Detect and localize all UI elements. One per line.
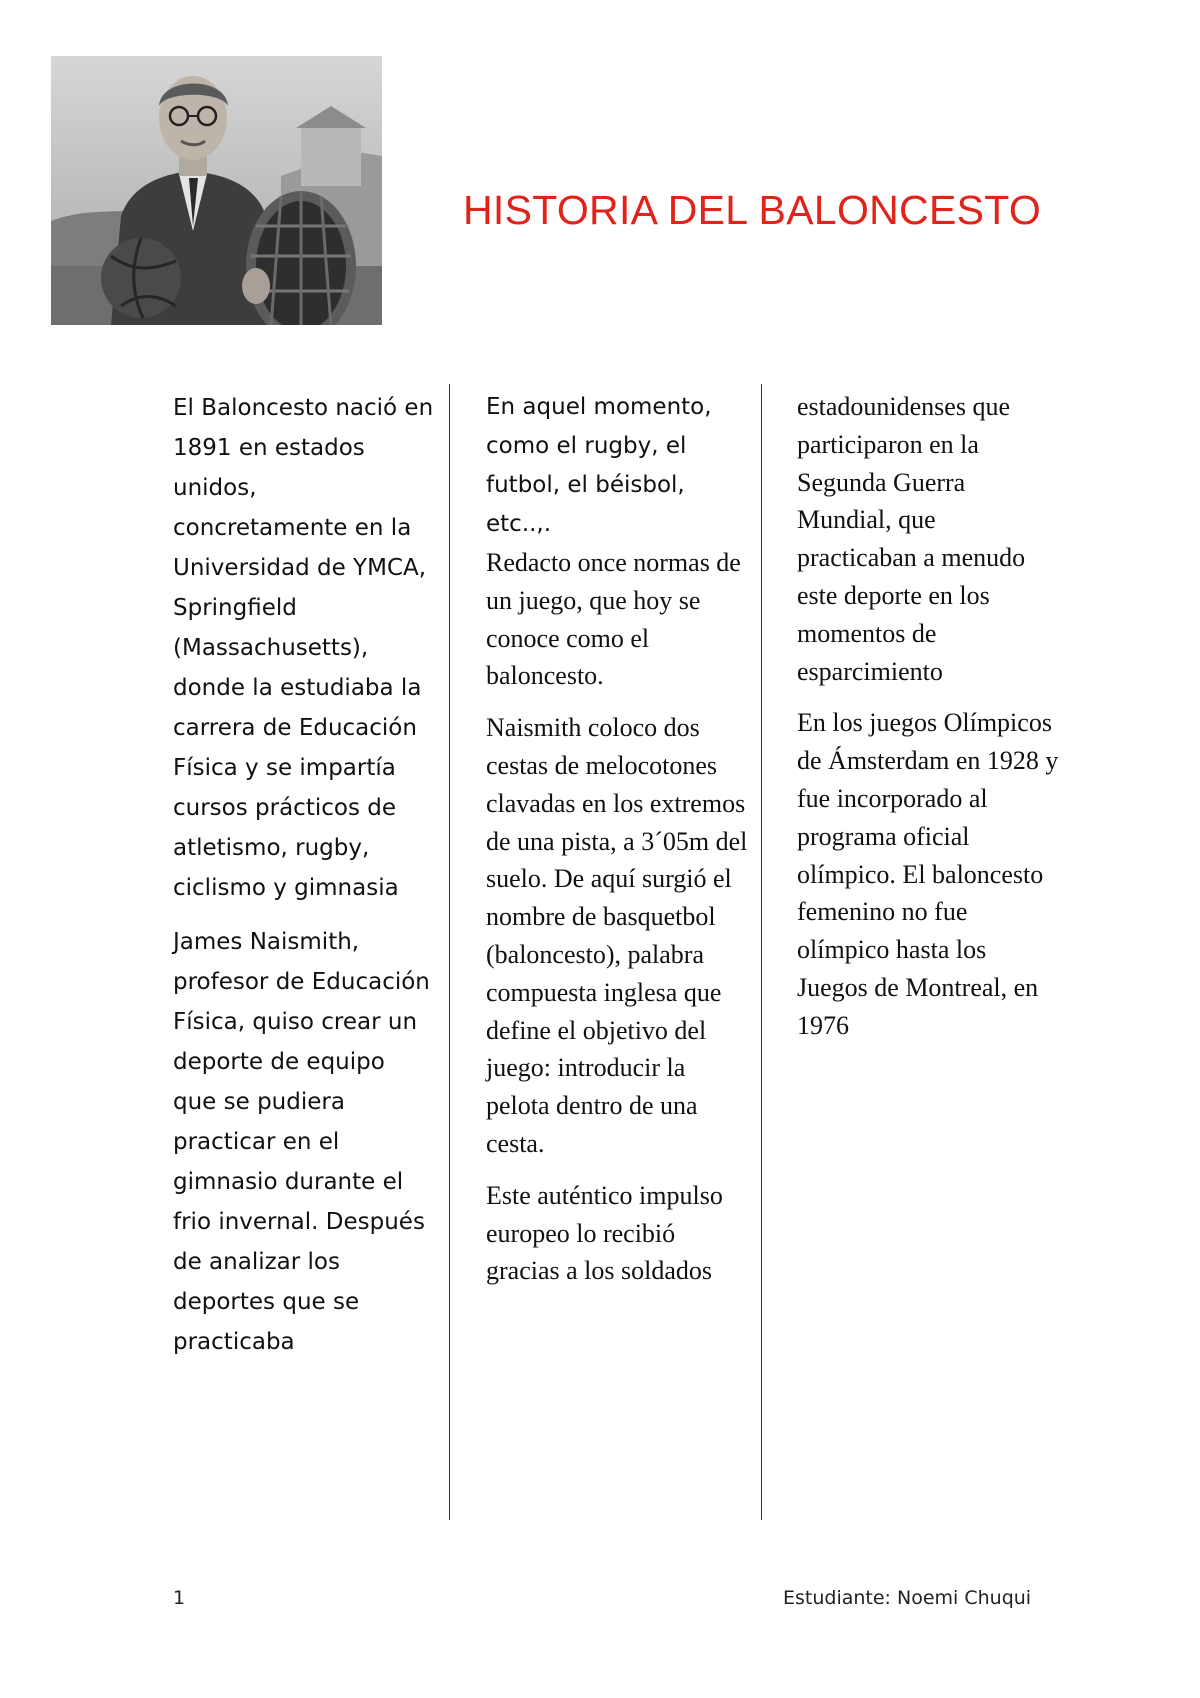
text-column-2 xyxy=(486,388,748,1304)
paragraph: Este auténtico impulso europeo lo recibió gracias a los soldados xyxy=(486,1180,723,1286)
photo-image-icon xyxy=(51,56,382,325)
paragraph: Redacto once normas de un juego, que hoy se conoce como el baloncesto. xyxy=(486,548,741,691)
paragraph: Naismith coloco dos cestas de melocotones clavadas en los extremos de una pista, a 3´05m del suelo. De aquí surgió el nombre de basquetbol (baloncesto), palabra compuesta inglesa que define el objetivo del juego: introducir la pelota dentro de una cesta. xyxy=(486,713,748,1158)
paragraph: En los juegos Olímpicos de Ámsterdam en 1928 y fue incorporado al programa oficial olímpico. El baloncesto femenino no fue olímpico hasta los Juegos de Montreal, en 1976 xyxy=(797,708,1059,1040)
paragraph: James Naismith, profesor de Educación Física, quiso crear un deporte de equipo que se pudiera practicar en el gimnasio durante el frio invernal. Después de analizar los deportes que se practicaba xyxy=(173,929,430,1355)
column-divider xyxy=(449,384,450,1520)
paragraph: El Baloncesto nació en 1891 en estados unidos, concretamente en la Universidad de YMCA, Springfield (Massachusetts), donde la estudiaba la carrera de Educación Física y se impartía cursos prácticos de atletismo, rugby, ciclismo y gimnasia xyxy=(173,395,434,901)
text-column-3 xyxy=(797,388,1059,1059)
student-name: Estudiante: Noemi Chuqui xyxy=(783,1587,1032,1609)
column-divider xyxy=(761,384,762,1520)
text-column-1 xyxy=(173,388,435,1376)
page-title: HISTORIA DEL BALONCESTO xyxy=(463,187,1042,233)
historical-photo xyxy=(51,56,382,325)
page-number: 1 xyxy=(173,1587,186,1609)
paragraph: En aquel momento, como el rugby, el futbol, el béisbol, etc..,. xyxy=(486,394,712,537)
paragraph: estadounidenses que participaron en la Segunda Guerra Mundial, que practicaban a menudo este deporte en los momentos de esparcimiento xyxy=(797,392,1026,686)
